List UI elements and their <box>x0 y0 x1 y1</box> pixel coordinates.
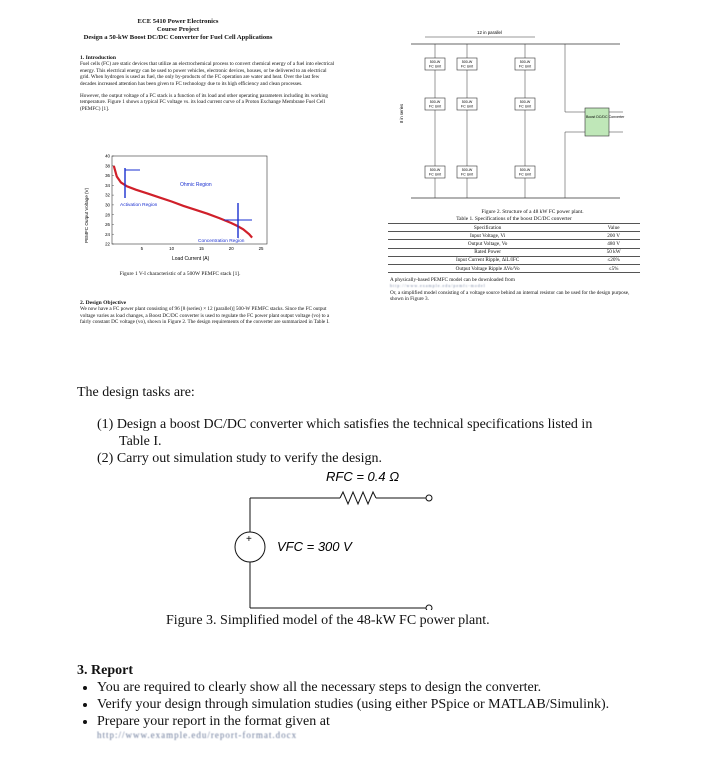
x-tick-label: 15 <box>198 246 204 251</box>
fc-unit-label: 500-W <box>461 168 473 172</box>
table-row <box>388 248 640 256</box>
fc-unit-label: 500-W <box>429 168 441 172</box>
vi-curve-line <box>114 166 252 238</box>
x-axis-label: Load Current (A) <box>172 256 210 262</box>
intro-heading: 1. Introduction <box>80 55 116 61</box>
task-item-2: (2) Carry out simulation study to verify the design. <box>97 451 383 466</box>
table-header-cell: Specification <box>388 224 587 232</box>
figure-1 <box>80 148 280 277</box>
table-cell: ≤20% <box>587 256 640 264</box>
table-1-title: Table 1. Specifications of the boost DC/DC converter <box>456 216 572 222</box>
table-row <box>388 256 640 264</box>
fc-unit-label: 500-W <box>519 168 531 172</box>
table-header-row <box>388 224 640 232</box>
report-bullet-2: • Verify your design through simulation studies (using either PSpice or MATLAB/Simulink). <box>97 696 697 713</box>
report-bullets <box>77 679 697 730</box>
x-tick-label: 10 <box>169 246 175 251</box>
course-name: ECE 5410 Power Electronics <box>137 18 219 25</box>
fc-unit-label: 500-W <box>429 100 441 104</box>
document-header <box>78 18 278 42</box>
objective-heading: 2. Design Objective <box>80 300 127 306</box>
figure-3-caption: Figure 3. Simplified model of the 48-kW FC power plant. <box>166 613 490 628</box>
resistor-symbol <box>340 492 376 504</box>
fc-unit-label: FC Unit <box>428 64 442 69</box>
activation-region-label: Activation Region <box>120 203 158 208</box>
figure-2-caption: Figure 2. Structure of a 48 kW FC power plant. <box>481 209 584 215</box>
fc-plant-diagram <box>385 28 640 208</box>
report-format-link[interactable]: http://www.example.edu/report-format.docx <box>97 730 298 740</box>
fc-unit-label: 500-W <box>461 100 473 104</box>
y-tick-label: 26 <box>105 222 110 228</box>
table-header-cell: Value <box>587 224 640 232</box>
figure-3-circuit <box>230 465 450 610</box>
y-tick-label: 22 <box>105 241 110 247</box>
table-cell: ≤5% <box>587 264 640 272</box>
y-tick-label: 24 <box>105 231 110 237</box>
table-cell: Input Voltage, Vi <box>388 232 587 240</box>
table-1 <box>388 216 640 273</box>
fc-unit-label: FC Unit <box>460 104 474 109</box>
table-cell: Rated Power <box>388 248 587 256</box>
project-title: Design a 50-kW Boost DC/DC Converter for Fuel Cell Applications <box>83 34 273 41</box>
task-item-1: (1) Design a boost DC/DC converter which satisfies the technical specifications listed in Table I. <box>97 417 593 449</box>
report-section <box>77 662 697 740</box>
terminal-bottom <box>426 605 432 610</box>
y-tick-label: 38 <box>105 163 110 169</box>
model-download-text: A physically-based PEMFC model can be downloaded from <box>390 277 515 283</box>
y-tick-label: 36 <box>105 173 110 179</box>
table-cell: 50 kW <box>587 248 640 256</box>
table-cell: 200 V <box>587 232 640 240</box>
parallel-label: 12 in parallel <box>477 30 502 35</box>
source-plus-sign: + <box>246 534 252 545</box>
y-axis-label: PEMFC Output Voltage (V) <box>84 187 89 243</box>
report-bullet-3: • Prepare your report in the format given at <box>97 713 697 730</box>
objective-paragraph: We now have a FC power plant consisting of 96 [8 (series) × 12 (parallel)] 500-W PEMFC stacks. Since the FC output voltage varies as load changes, a Boost DC/DC converter is used to regulate the FC power plant output voltage (vo) to a fairly constant DC voltage (vo), shown in Figure 2. The design requirements of the converter are summarized in Table I. <box>80 306 330 326</box>
design-tasks-list <box>97 416 617 467</box>
concentration-region-label: Concentration Region <box>198 239 245 244</box>
project-label: Course Project <box>156 26 200 33</box>
report-bullet-1: • You are required to clearly show all the necessary steps to design the converter. <box>97 679 697 696</box>
fc-unit-label: FC Unit <box>428 104 442 109</box>
fc-unit-label: FC Unit <box>518 104 532 109</box>
ohmic-region-label: Ohmic Region <box>180 182 212 188</box>
boost-converter-label: Boost DC/DC Converter <box>586 115 625 119</box>
fc-unit-label: FC Unit <box>460 172 474 177</box>
table-cell: Output Voltage, Vo <box>388 240 587 248</box>
simplified-model-text: Or, a simplified model consisting of a voltage source behind an internal resistor can be used for the design purpose, shown in Figure 3. <box>390 289 630 303</box>
x-tick-label: 5 <box>140 246 144 251</box>
y-tick-label: 30 <box>105 202 110 208</box>
objective-section <box>80 300 335 326</box>
table-row <box>388 240 640 248</box>
x-tick-label: 20 <box>228 246 234 251</box>
table-cell: Input Current Ripple, ΔiL/IFC <box>388 256 587 264</box>
y-tick-label: 32 <box>105 192 110 198</box>
table-row <box>388 232 640 240</box>
fc-unit-label: FC Unit <box>460 64 474 69</box>
intro-paragraph-2: However, the output voltage of a FC stack is a function of its load and other operating parameters including its working temperature. Figure 1 shows a typical FC voltage vs. its load current curve of a Proton Exchange Membrane Fuel Cell (PEMFC) [1]. <box>80 93 329 112</box>
series-label: 8 in series <box>399 103 404 123</box>
table-row <box>388 264 640 272</box>
figure-1-caption: Figure 1 V-I characteristic of a 500W PEMFC stack [1]. <box>119 271 241 277</box>
source-voltage-label: VFC = 300 V <box>277 539 352 554</box>
vi-chart <box>80 148 280 268</box>
model-download-link[interactable]: http://www.example.edu/pemfc-model <box>390 283 486 289</box>
spec-table <box>388 223 640 273</box>
terminal-top <box>426 495 432 501</box>
fc-unit-label: 500-W <box>519 60 531 64</box>
fc-unit-label: 500-W <box>519 100 531 104</box>
report-heading: 3. Report <box>77 663 133 678</box>
model-notes <box>390 277 640 303</box>
resistor-label: RFC = 0.4 Ω <box>326 469 400 484</box>
table-cell: Output Voltage Ripple ΔVo/Vo <box>388 264 587 272</box>
table-cell: 480 V <box>587 240 640 248</box>
y-tick-label: 28 <box>105 212 110 218</box>
introduction-section <box>80 55 335 112</box>
boost-converter-block <box>585 108 609 136</box>
x-tick-label: 25 <box>258 246 264 251</box>
fc-unit-label: FC Unit <box>518 64 532 69</box>
intro-paragraph-1: Fuel cells (FC) are static devices that utilize an electrochemical process to convert chemical energy of a fuel into electrical energy. This electrical energy can be used to power vehicles, electronic devices, houses, or be delivered to an electrical grid. When hydrogen is used as fuel, the only by-products of the FC operation are water and heat. Over the last few decades increased attention has been given to FC technology due to its high efficiency and clean processes. <box>80 61 335 87</box>
fc-unit-label: FC Unit <box>518 172 532 177</box>
fc-unit-label: 500-W <box>461 60 473 64</box>
y-tick-label: 34 <box>105 182 110 188</box>
figure-2 <box>385 28 640 218</box>
y-tick-label: 40 <box>105 153 110 159</box>
design-tasks-intro: The design tasks are: <box>77 385 195 400</box>
fc-unit-label: FC Unit <box>428 172 442 177</box>
fc-unit-label: 500-W <box>429 60 441 64</box>
